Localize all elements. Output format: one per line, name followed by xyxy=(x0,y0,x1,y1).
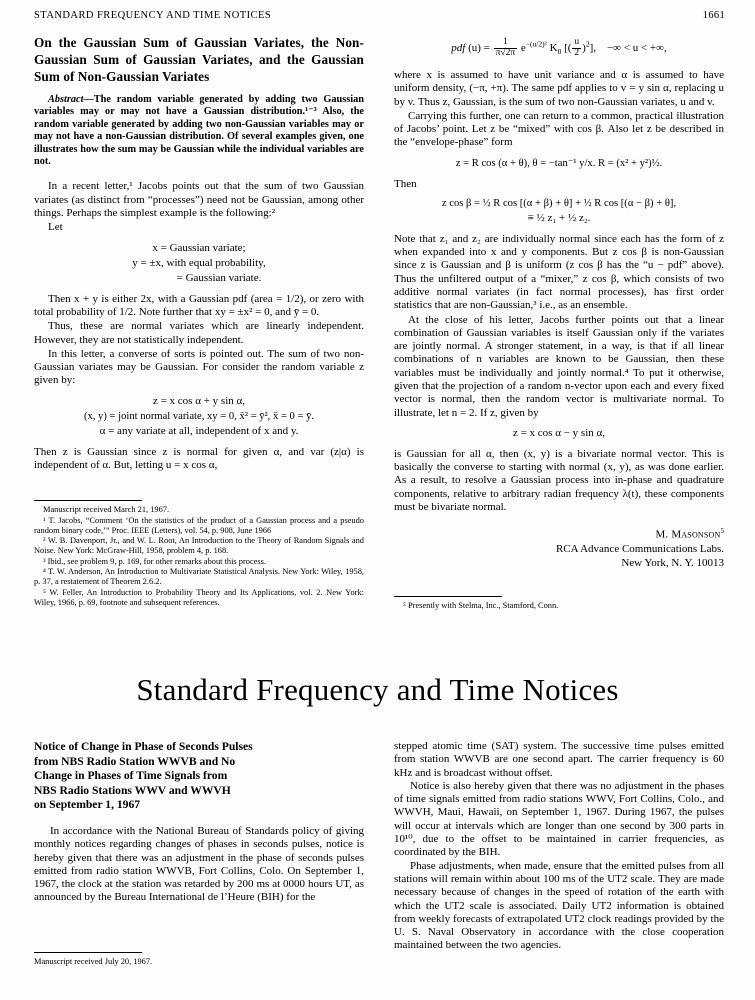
equation-line: α = any variate at all, independent of x and y. xyxy=(99,424,299,437)
notice-paragraph: Phase adjustments, when made, ensure that the emitted pulses from all stations will remain within about 100 ms of the UT2 scale. They are made necessary because of changes in the speed of rotation of the earth with which the UT2 scale is associated. Daily UT2 information is obtained from weekly forecasts of extrapolated UT2 clock readings provided by the U. S. Naval Observatory in accordance with the close cooperation maintained between the two agencies. xyxy=(394,859,724,952)
paragraph: In this letter, a converse of sorts is pointed out. The sum of two non-Gaussian variates may be Gaussian. For consider the random variable z given by: xyxy=(34,347,364,387)
author-location: New York, N. Y. 10013 xyxy=(621,557,724,570)
equation-label-then: Then xyxy=(394,177,417,190)
equation-group-5 xyxy=(394,426,724,441)
footnote: ⁵ Presently with Stelma, Inc., Stamford, Conn. xyxy=(403,601,559,611)
equation-group-3 xyxy=(394,156,724,171)
author-affiliation: RCA Advance Communications Labs. xyxy=(555,543,724,556)
paragraph: Then x + y is either 2x, with a Gaussian pdf (area = 1/2), or zero with total probability of 1/2. Note further that xy = ±x² = 0, and ȳ = 0. xyxy=(34,292,364,318)
paragraph: Note that z₁ and z₂ are individually normal since each has the form of z when expanded into x and y components. But z cos β is non-Gaussian since z is Gaussian and β is uniform (z cos β has the “u − pdf” above). Thus the unfiltered output of a “mixer,” z cos β, which consists of two additive normal variates (in fact normal processes), has first order statistics that are non-Gaussian,³ i.e., as an ensemble. xyxy=(394,232,724,312)
notice-heading xyxy=(34,740,364,813)
notice-heading-line: Change in Phases of Time Signals from xyxy=(34,769,228,783)
equation-group-1 xyxy=(34,241,364,286)
manuscript-note-rule xyxy=(34,952,142,953)
notice-heading-line: NBS Radio Stations WWV and WWVH xyxy=(34,783,231,797)
author-footnote-mark: 5 xyxy=(720,527,724,536)
equation-pdf-lhs: pdf xyxy=(451,42,466,54)
equation-line: z = x cos α + y sin α, xyxy=(152,394,246,407)
notice-paragraph: In accordance with the National Bureau of Standards policy of giving monthly notices regarding changes of phases in seconds pulses, notice is hereby given that there was an adjustment in the phase of seconds pulses emitted from radio station WWVB, Fort Collins, Colo. On September 1, 1967, the clock at the station was retarded by 200 ms at 0000 hours UT, as announced by the Bureau International de l’Heure (BIH) for the xyxy=(34,824,364,904)
fraction-denominator: π√2π xyxy=(495,47,516,58)
equation-line: z cos β = ½ R cos [(α + β) + θ] + ½ R cos [(α − β) + θ], xyxy=(441,197,677,209)
equation-group-2 xyxy=(34,394,364,439)
author-signature xyxy=(394,524,724,570)
signature-name-row xyxy=(394,524,724,542)
footnote: ² W. B. Davenport, Jr., and W. L. Root, An Introduction to the Theory of Random Signals and Noise. New York: McGraw-Hill, 1958, problem 4, p. 168. xyxy=(34,536,364,556)
running-head xyxy=(34,10,725,26)
abstract-label: Abstract xyxy=(48,94,84,105)
notice-left-column xyxy=(34,740,364,966)
equation-group-4 xyxy=(394,196,724,226)
equation-line: ≡ ½ z₁ + ½ z₂. xyxy=(527,211,591,224)
letter-article xyxy=(34,34,724,611)
notice-section xyxy=(34,740,724,990)
manuscript-note: Manuscript received July 20, 1967. xyxy=(34,957,153,966)
letter-left-column xyxy=(34,34,364,608)
equation-pdf xyxy=(394,38,724,59)
equation-line: (x, y) = joint normal variate, xy = 0, x̄² = ȳ², x̄ = 0 = ȳ. xyxy=(83,410,315,422)
page-number: 1661 xyxy=(702,10,725,21)
paragraph: Carrying this further, one can return to a common, practical illustration of Jacobs’ point. Let z be “mixed” with cos β. Also let z be described in the “envelope-phase” form xyxy=(394,109,724,149)
footnote: ³ Ibid., see problem 9, p. 169, for other remarks about this process. xyxy=(43,556,267,566)
manuscript-note-block xyxy=(34,952,364,967)
notice-heading-line: from NBS Radio Station WWVB and No xyxy=(34,754,236,768)
article-title: On the Gaussian Sum of Gaussian Variates, the Non-Gaussian Sum of Gaussian Variates, and the Gaussian Sum of Non-Gaussian Variates xyxy=(34,35,364,84)
running-head-title: STANDARD FREQUENCY AND TIME NOTICES xyxy=(34,10,272,21)
notice-heading-line: on September 1, 1967 xyxy=(34,798,141,812)
equation-line: = Gaussian variate. xyxy=(176,271,262,284)
fraction xyxy=(494,38,518,59)
right-footnote-block xyxy=(394,596,724,611)
footnote-block xyxy=(34,500,364,608)
equation-line: x = Gaussian variate; xyxy=(152,241,246,254)
author-name: M. Masonson xyxy=(655,529,721,542)
equation-line: y = ±x, with equal probability, xyxy=(132,256,266,269)
paragraph: In a recent letter,¹ Jacobs points out that the sum of two Gaussian variates (as distinct from “processes”) need not be Gaussian, among other things. Perhaps the simplest example is the following:² xyxy=(34,180,364,220)
notice-heading-line: Notice of Change in Phase of Seconds Pulses xyxy=(34,740,253,753)
abstract-text: —The random variable generated by adding two Gaussian variables may or may not have a Gaussian distribution.¹⁻³ Also, the random variable generated by adding two non-Gaussian variables may or may not have a non-Gaussian distribution. Of several examples given, one illustrates how the sum may be Gaussian while the individual variables are not. xyxy=(34,94,364,168)
footnote-rule xyxy=(394,596,502,597)
paragraph: Then z is Gaussian since z is normal for given α, and var (z|α) is independent of α. But, letting u = x cos α, xyxy=(34,445,364,471)
abstract xyxy=(34,94,364,168)
paragraph: where x is assumed to have unit variance and α is assumed to have uniform density, (−π, +π). The same pdf applies to v = y sin α, replacing u by v. Thus z, Gaussian, is the sum of two non-Gaussian variates, u and v. xyxy=(394,68,724,108)
notice-right-column xyxy=(394,740,724,953)
footnote: ⁴ T. W. Anderson, An Introduction to Multivariate Statistical Analysis. New York: Wiley, 1958, p. 37, a restatement of Theorem 2.6.2. xyxy=(34,567,364,587)
equation-line: z = x cos α − y sin α, xyxy=(512,426,606,439)
equation-pdf-body: (u) = xyxy=(465,42,493,54)
footnote: Manuscript received March 21, 1967. xyxy=(43,505,170,515)
letter-right-column xyxy=(394,34,724,612)
equation-pdf-exp: $e^{-(u/2)^2}$ $K_0$ [( $\frac{u}{2}$ )$^2$], −∞ < u < +∞, xyxy=(518,37,667,58)
footnote: ⁵ W. Feller, An Introduction to Probability Theory and Its Applications, vol. 2. New York: Wiley, 1966, p. 69, footnote and subsequent references. xyxy=(34,587,364,607)
section-title: Standard Frequency and Time Notices xyxy=(136,672,619,707)
footnote-rule xyxy=(34,500,142,501)
notice-paragraph: Notice is also hereby given that there was no adjustment in the phases of time signals emitted from radio stations WWV, Fort Collins, Colo., and WWVH, Maui, Hawaii, on September 1, 1967. During 1967, the pulses will occur at intervals which are longer than one second by 300 parts in 10¹⁰, due to the offset to be maintained in carrier frequencies, as coordinated by the BIH. xyxy=(394,779,724,859)
equation-line: z = R cos (α + θ), θ = −tan⁻¹ y/x. R = (x² + y²)½. xyxy=(455,157,663,169)
footnote: ¹ T. Jacobs, “Comment ‘On the statistics of the product of a Gaussian process and a pseudo random binary code,’” Proc. IEEE (Letters), vol. 54, p. 908, June 1966 xyxy=(34,515,364,535)
fraction-numerator: 1 xyxy=(494,38,518,49)
paragraph: Thus, these are normal variates which are linearly independent. However, they are not statistically independent. xyxy=(34,320,364,346)
paragraph: is Gaussian for all α, then (x, y) is a bivariate normal vector. This is basically the converse to starting with normal (x, y), as was done earlier. As a result, to resolve a Gaussian process into in-phase and quadrature components, relative to arbitrary radian frequency λ(t), these components must be bivariate normal. xyxy=(394,447,724,514)
paragraph: At the close of his letter, Jacobs further points out that a linear combination of Gaussian variables is itself Gaussian only if the variates are jointly normal. A stronger statement, in a way, is that if all linear combinations of n variables are known to be Gaussian, then these variables must be individually and jointly normal.⁴ To put it otherwise, given that the projection of a random n-vector upon each and every fixed vector is normal, then the random vector is multivariate normal. To illustrate, let n = 2. If z, given by xyxy=(394,313,724,419)
paragraph-let: Let xyxy=(48,221,63,234)
notice-paragraph: stepped atomic time (SAT) system. The successive time pulses emitted from station WWVB are one second apart. The carrier frequency is 60 kHz and is broadcast without offset. xyxy=(394,740,724,779)
